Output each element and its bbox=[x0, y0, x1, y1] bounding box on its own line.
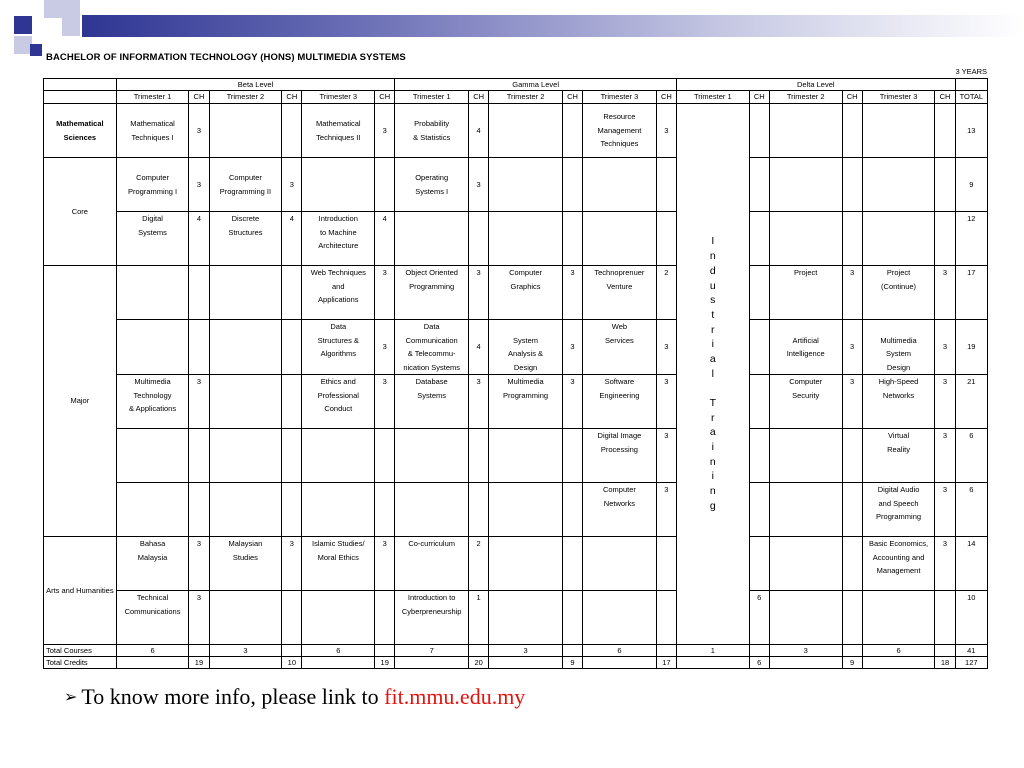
credit-hours-cell: 3 bbox=[469, 266, 489, 320]
course-cell: Ethics and Professional Conduct bbox=[302, 375, 375, 429]
credit-hours-cell: 3 bbox=[189, 591, 209, 645]
credit-hours-cell bbox=[842, 104, 862, 158]
total-courses-grand-total: 41 bbox=[955, 645, 987, 657]
credit-hours-cell bbox=[375, 429, 395, 483]
credit-hours-cell bbox=[749, 537, 769, 591]
course-cell: Operating Systems I bbox=[395, 158, 469, 212]
ch-header: CH bbox=[842, 91, 862, 104]
industrial-training-letter: r bbox=[711, 411, 715, 424]
course-cell bbox=[769, 591, 842, 645]
total-courses-delta-3: 6 bbox=[862, 645, 935, 657]
industrial-training-letter: n bbox=[709, 455, 716, 468]
empty-cell bbox=[935, 645, 955, 657]
decor-square-light bbox=[62, 0, 80, 18]
credit-hours-cell bbox=[656, 591, 676, 645]
credit-hours-cell bbox=[749, 212, 769, 266]
total-courses-delta-1: 1 bbox=[676, 645, 749, 657]
course-cell bbox=[209, 591, 282, 645]
credit-hours-cell bbox=[282, 591, 302, 645]
credit-hours-cell bbox=[749, 158, 769, 212]
course-cell bbox=[583, 212, 657, 266]
course-cell: Bahasa Malaysia bbox=[116, 537, 189, 591]
credit-hours-cell bbox=[562, 212, 582, 266]
course-cell bbox=[769, 212, 842, 266]
credit-hours-cell bbox=[749, 320, 769, 375]
total-courses-gamma-1: 7 bbox=[395, 645, 469, 657]
empty-cell bbox=[562, 645, 582, 657]
course-cell: Computer Programming I bbox=[116, 158, 189, 212]
empty-cell bbox=[749, 645, 769, 657]
credit-hours-cell bbox=[375, 158, 395, 212]
course-cell bbox=[302, 591, 375, 645]
credit-hours-cell: 6 bbox=[749, 591, 769, 645]
credit-hours-cell bbox=[189, 266, 209, 320]
credit-hours-cell: 4 bbox=[469, 104, 489, 158]
empty-cell bbox=[116, 657, 189, 669]
credit-hours-cell: 4 bbox=[469, 320, 489, 375]
credit-hours-cell: 3 bbox=[842, 375, 862, 429]
course-cell: Software Engineering bbox=[583, 375, 657, 429]
credit-hours-cell bbox=[189, 320, 209, 375]
credit-hours-cell bbox=[842, 158, 862, 212]
industrial-training-letter bbox=[706, 381, 720, 396]
empty-cell bbox=[209, 657, 282, 669]
course-cell: Artificial Intelligence bbox=[769, 320, 842, 375]
course-cell bbox=[489, 537, 563, 591]
total-courses-gamma-3: 6 bbox=[583, 645, 657, 657]
course-cell: Technical Communications bbox=[116, 591, 189, 645]
course-cell: Multimedia Programming bbox=[489, 375, 563, 429]
credit-hours-cell: 4 bbox=[282, 212, 302, 266]
ch-header: CH bbox=[562, 91, 582, 104]
empty-cell bbox=[189, 645, 209, 657]
gamma-trimester-2-header: Trimester 2 bbox=[489, 91, 563, 104]
gamma-trimester-1-header: Trimester 1 bbox=[395, 91, 469, 104]
total-credits-delta-2: 9 bbox=[842, 657, 862, 669]
table-row bbox=[44, 375, 988, 429]
course-cell bbox=[395, 429, 469, 483]
row-total-cell: 14 bbox=[955, 537, 987, 591]
industrial-training-cell bbox=[676, 104, 749, 645]
ch-header: CH bbox=[469, 91, 489, 104]
total-courses-beta-1: 6 bbox=[116, 645, 189, 657]
decor-square-light bbox=[62, 18, 80, 36]
row-total-cell: 9 bbox=[955, 158, 987, 212]
course-cell: Technoprenuer Venture bbox=[583, 266, 657, 320]
credit-hours-cell: 3 bbox=[375, 375, 395, 429]
course-cell bbox=[209, 483, 282, 537]
category-arts-and-humanities: Arts and Humanities bbox=[44, 537, 117, 645]
decor-square-light bbox=[44, 0, 62, 18]
ch-header: CH bbox=[935, 91, 955, 104]
credit-hours-cell bbox=[562, 537, 582, 591]
credit-hours-cell bbox=[282, 266, 302, 320]
credit-hours-cell: 3 bbox=[656, 320, 676, 375]
course-cell bbox=[302, 429, 375, 483]
total-courses-delta-2: 3 bbox=[769, 645, 842, 657]
delta-trimester-1-header: Trimester 1 bbox=[676, 91, 749, 104]
row-total-cell: 13 bbox=[955, 104, 987, 158]
credit-hours-cell bbox=[189, 429, 209, 483]
empty-cell bbox=[583, 657, 657, 669]
credit-hours-cell: 4 bbox=[189, 212, 209, 266]
credit-hours-cell: 3 bbox=[469, 158, 489, 212]
credit-hours-cell: 3 bbox=[656, 429, 676, 483]
header-spacer bbox=[44, 91, 117, 104]
credit-hours-cell bbox=[656, 212, 676, 266]
credit-hours-cell: 3 bbox=[935, 429, 955, 483]
table-row bbox=[44, 537, 988, 591]
level-header-row bbox=[44, 79, 988, 91]
empty-cell bbox=[676, 657, 749, 669]
credit-hours-cell: 2 bbox=[656, 266, 676, 320]
course-cell: Data Structures & Algorithms bbox=[302, 320, 375, 375]
course-cell bbox=[583, 591, 657, 645]
course-cell bbox=[302, 483, 375, 537]
credit-hours-cell bbox=[282, 375, 302, 429]
empty-cell bbox=[469, 645, 489, 657]
empty-cell bbox=[489, 657, 563, 669]
table-row bbox=[44, 158, 988, 212]
credit-hours-cell bbox=[562, 104, 582, 158]
credit-hours-cell bbox=[935, 158, 955, 212]
program-duration: 3 YEARS bbox=[955, 67, 987, 76]
course-cell: Project bbox=[769, 266, 842, 320]
arrow-bullet-icon: ➢ bbox=[64, 689, 78, 706]
credit-hours-cell: 3 bbox=[935, 320, 955, 375]
total-courses-beta-3: 6 bbox=[302, 645, 375, 657]
credit-hours-cell bbox=[469, 212, 489, 266]
beta-trimester-1-header: Trimester 1 bbox=[116, 91, 189, 104]
table-row bbox=[44, 266, 988, 320]
table-row bbox=[44, 212, 988, 266]
industrial-training-letter: t bbox=[711, 308, 715, 321]
document-title: BACHELOR OF INFORMATION TECHNOLOGY (HONS) MULTIMEDIA SYSTEMS bbox=[46, 52, 406, 63]
category-mathematical-sciences: Mathematical Sciences bbox=[44, 104, 117, 158]
course-cell: Islamic Studies/ Moral Ethics bbox=[302, 537, 375, 591]
industrial-training-letter: n bbox=[709, 485, 716, 498]
course-cell bbox=[489, 429, 563, 483]
credit-hours-cell: 3 bbox=[375, 104, 395, 158]
course-cell bbox=[862, 591, 935, 645]
course-cell bbox=[209, 320, 282, 375]
credit-hours-cell bbox=[749, 104, 769, 158]
ch-header: CH bbox=[282, 91, 302, 104]
course-cell: Object Oriented Programming bbox=[395, 266, 469, 320]
trimester-header-row bbox=[44, 91, 988, 104]
course-cell: Digital Audio and Speech Programming bbox=[862, 483, 935, 537]
course-cell: Web Techniques and Applications bbox=[302, 266, 375, 320]
credit-hours-cell: 3 bbox=[282, 158, 302, 212]
credit-hours-cell bbox=[842, 429, 862, 483]
credit-hours-cell bbox=[375, 483, 395, 537]
industrial-training-letter: s bbox=[710, 294, 716, 307]
credit-hours-cell: 3 bbox=[375, 266, 395, 320]
credit-hours-cell bbox=[935, 104, 955, 158]
course-cell: Web Services bbox=[583, 320, 657, 375]
course-cell: Database Systems bbox=[395, 375, 469, 429]
industrial-training-letter: d bbox=[709, 264, 716, 277]
credit-hours-cell: 3 bbox=[189, 375, 209, 429]
total-header: TOTAL bbox=[955, 91, 987, 104]
total-credits-label: Total Credits bbox=[44, 657, 117, 669]
empty-cell bbox=[842, 645, 862, 657]
credit-hours-cell bbox=[842, 591, 862, 645]
credit-hours-cell bbox=[749, 266, 769, 320]
credit-hours-cell: 3 bbox=[189, 158, 209, 212]
credit-hours-cell bbox=[749, 483, 769, 537]
credit-hours-cell bbox=[935, 212, 955, 266]
total-header-spacer bbox=[955, 79, 987, 91]
row-total-cell: 17 bbox=[955, 266, 987, 320]
course-cell: Mathematical Techniques II bbox=[302, 104, 375, 158]
course-cell bbox=[489, 104, 563, 158]
credit-hours-cell: 3 bbox=[935, 537, 955, 591]
total-credits-gamma-2: 9 bbox=[562, 657, 582, 669]
course-cell bbox=[769, 104, 842, 158]
credit-hours-cell bbox=[282, 104, 302, 158]
course-cell bbox=[862, 104, 935, 158]
credit-hours-cell: 2 bbox=[469, 537, 489, 591]
table-row bbox=[44, 591, 988, 645]
credit-hours-cell: 3 bbox=[656, 483, 676, 537]
footnote-text: To know more info, please link to bbox=[81, 684, 385, 709]
row-total-cell: 19 bbox=[955, 320, 987, 375]
empty-cell bbox=[395, 657, 469, 669]
course-cell: Virtual Reality bbox=[862, 429, 935, 483]
row-total-cell: 21 bbox=[955, 375, 987, 429]
credit-hours-cell: 3 bbox=[656, 104, 676, 158]
course-cell bbox=[209, 429, 282, 483]
total-credits-beta-2: 10 bbox=[282, 657, 302, 669]
curriculum-table bbox=[43, 78, 988, 669]
beta-trimester-3-header: Trimester 3 bbox=[302, 91, 375, 104]
credit-hours-cell bbox=[562, 158, 582, 212]
course-cell: Data Communication & Telecommu- nication Systems bbox=[395, 320, 469, 375]
course-cell: Computer Networks bbox=[583, 483, 657, 537]
course-cell bbox=[116, 429, 189, 483]
ch-header: CH bbox=[189, 91, 209, 104]
course-cell bbox=[489, 591, 563, 645]
credit-hours-cell bbox=[562, 483, 582, 537]
course-cell bbox=[116, 483, 189, 537]
credit-hours-cell bbox=[749, 429, 769, 483]
gamma-trimester-3-header: Trimester 3 bbox=[583, 91, 657, 104]
credit-hours-cell: 3 bbox=[935, 266, 955, 320]
total-credits-grand-total: 127 bbox=[955, 657, 987, 669]
credit-hours-cell bbox=[842, 483, 862, 537]
credit-hours-cell: 3 bbox=[189, 537, 209, 591]
beta-level-header: Beta Level bbox=[116, 79, 395, 91]
delta-level-header: Delta Level bbox=[676, 79, 955, 91]
credit-hours-cell: 3 bbox=[375, 537, 395, 591]
credit-hours-cell bbox=[935, 591, 955, 645]
course-cell bbox=[116, 266, 189, 320]
course-cell bbox=[209, 375, 282, 429]
course-cell: High-Speed Networks bbox=[862, 375, 935, 429]
gamma-level-header: Gamma Level bbox=[395, 79, 677, 91]
course-cell bbox=[209, 104, 282, 158]
credit-hours-cell: 1 bbox=[469, 591, 489, 645]
course-cell: Multimedia Technology & Applications bbox=[116, 375, 189, 429]
empty-cell bbox=[302, 657, 375, 669]
category-core: Core bbox=[44, 158, 117, 266]
credit-hours-cell bbox=[656, 537, 676, 591]
total-credits-gamma-3: 17 bbox=[656, 657, 676, 669]
credit-hours-cell: 3 bbox=[656, 375, 676, 429]
delta-trimester-2-header: Trimester 2 bbox=[769, 91, 842, 104]
credit-hours-cell: 3 bbox=[842, 320, 862, 375]
credit-hours-cell bbox=[189, 483, 209, 537]
decor-square-dark bbox=[14, 16, 32, 34]
beta-trimester-2-header: Trimester 2 bbox=[209, 91, 282, 104]
industrial-training-letter: i bbox=[711, 338, 714, 351]
credit-hours-cell bbox=[375, 591, 395, 645]
course-cell: Digital Image Processing bbox=[583, 429, 657, 483]
course-cell: Computer Programming II bbox=[209, 158, 282, 212]
course-cell: Computer Security bbox=[769, 375, 842, 429]
total-credits-delta-1: 6 bbox=[749, 657, 769, 669]
empty-cell bbox=[769, 657, 842, 669]
credit-hours-cell: 3 bbox=[935, 483, 955, 537]
credit-hours-cell bbox=[656, 158, 676, 212]
empty-cell bbox=[862, 657, 935, 669]
credit-hours-cell: 3 bbox=[935, 375, 955, 429]
course-cell bbox=[489, 158, 563, 212]
course-cell: Multimedia System Design bbox=[862, 320, 935, 375]
credit-hours-cell: 3 bbox=[562, 375, 582, 429]
ch-header: CH bbox=[749, 91, 769, 104]
credit-hours-cell bbox=[282, 320, 302, 375]
course-cell: Introduction to Machine Architecture bbox=[302, 212, 375, 266]
credit-hours-cell bbox=[469, 483, 489, 537]
course-cell: Probability & Statistics bbox=[395, 104, 469, 158]
course-cell: System Analysis & Design bbox=[489, 320, 563, 375]
course-cell: Discrete Structures bbox=[209, 212, 282, 266]
course-cell bbox=[302, 158, 375, 212]
credit-hours-cell bbox=[842, 212, 862, 266]
table-row bbox=[44, 483, 988, 537]
credit-hours-cell bbox=[749, 375, 769, 429]
course-cell: Introduction to Cyberpreneurship bbox=[395, 591, 469, 645]
decor-square-dark bbox=[30, 44, 42, 56]
total-courses-beta-2: 3 bbox=[209, 645, 282, 657]
industrial-training-letter: i bbox=[711, 441, 714, 454]
course-cell: Computer Graphics bbox=[489, 266, 563, 320]
industrial-training-letter: n bbox=[709, 250, 716, 263]
course-cell bbox=[209, 266, 282, 320]
credit-hours-cell bbox=[562, 429, 582, 483]
course-cell bbox=[769, 429, 842, 483]
total-credits-beta-3: 19 bbox=[375, 657, 395, 669]
total-credits-row bbox=[44, 657, 988, 669]
course-cell bbox=[395, 212, 469, 266]
course-cell bbox=[583, 537, 657, 591]
table-row bbox=[44, 104, 988, 158]
course-cell bbox=[862, 158, 935, 212]
credit-hours-cell: 4 bbox=[375, 212, 395, 266]
industrial-training-letter: a bbox=[709, 426, 716, 439]
website-link[interactable]: fit.mmu.edu.my bbox=[384, 684, 526, 709]
total-courses-label: Total Courses bbox=[44, 645, 117, 657]
credit-hours-cell: 3 bbox=[842, 266, 862, 320]
industrial-training-letter: g bbox=[709, 499, 716, 512]
row-total-cell: 12 bbox=[955, 212, 987, 266]
credit-hours-cell bbox=[282, 483, 302, 537]
course-cell bbox=[489, 212, 563, 266]
industrial-training-letter: l bbox=[711, 367, 714, 380]
course-cell: Mathematical Techniques I bbox=[116, 104, 189, 158]
course-cell bbox=[583, 158, 657, 212]
course-cell: Malaysian Studies bbox=[209, 537, 282, 591]
category-major: Major bbox=[44, 266, 117, 537]
row-total-cell: 10 bbox=[955, 591, 987, 645]
ch-header: CH bbox=[656, 91, 676, 104]
credit-hours-cell bbox=[562, 591, 582, 645]
empty-cell bbox=[375, 645, 395, 657]
ch-header: CH bbox=[375, 91, 395, 104]
course-cell: Co-curriculum bbox=[395, 537, 469, 591]
course-cell bbox=[769, 158, 842, 212]
credit-hours-cell: 3 bbox=[189, 104, 209, 158]
course-cell bbox=[769, 537, 842, 591]
empty-cell bbox=[282, 645, 302, 657]
total-courses-row bbox=[44, 645, 988, 657]
course-cell bbox=[862, 212, 935, 266]
course-cell: Basic Economics, Accounting and Management bbox=[862, 537, 935, 591]
course-cell bbox=[489, 483, 563, 537]
credit-hours-cell bbox=[469, 429, 489, 483]
delta-trimester-3-header: Trimester 3 bbox=[862, 91, 935, 104]
total-credits-gamma-1: 20 bbox=[469, 657, 489, 669]
credit-hours-cell: 3 bbox=[562, 266, 582, 320]
course-cell: Resource Management Techniques bbox=[583, 104, 657, 158]
credit-hours-cell: 3 bbox=[375, 320, 395, 375]
header-gradient-bar bbox=[82, 15, 1024, 37]
industrial-training-letter: r bbox=[711, 323, 715, 336]
course-cell: Project (Continue) bbox=[862, 266, 935, 320]
total-credits-delta-3: 18 bbox=[935, 657, 955, 669]
industrial-training-letter: I bbox=[711, 235, 715, 248]
credit-hours-cell bbox=[842, 537, 862, 591]
empty-cell bbox=[656, 645, 676, 657]
course-cell: Digital Systems bbox=[116, 212, 189, 266]
footnote bbox=[64, 684, 525, 710]
row-total-cell: 6 bbox=[955, 483, 987, 537]
industrial-training-letter: T bbox=[709, 397, 716, 410]
row-total-cell: 6 bbox=[955, 429, 987, 483]
industrial-training-letter: a bbox=[709, 352, 716, 365]
corner-cell bbox=[44, 79, 117, 91]
course-cell bbox=[116, 320, 189, 375]
credit-hours-cell: 3 bbox=[562, 320, 582, 375]
credit-hours-cell: 3 bbox=[282, 537, 302, 591]
credit-hours-cell: 3 bbox=[469, 375, 489, 429]
course-cell bbox=[395, 483, 469, 537]
table-row bbox=[44, 320, 988, 375]
course-cell bbox=[769, 483, 842, 537]
total-credits-beta-1: 19 bbox=[189, 657, 209, 669]
total-courses-gamma-2: 3 bbox=[489, 645, 563, 657]
credit-hours-cell bbox=[282, 429, 302, 483]
industrial-training-letter: u bbox=[709, 279, 716, 292]
industrial-training-letter: i bbox=[711, 470, 714, 483]
industrial-training-label bbox=[706, 234, 720, 513]
table-row bbox=[44, 429, 988, 483]
